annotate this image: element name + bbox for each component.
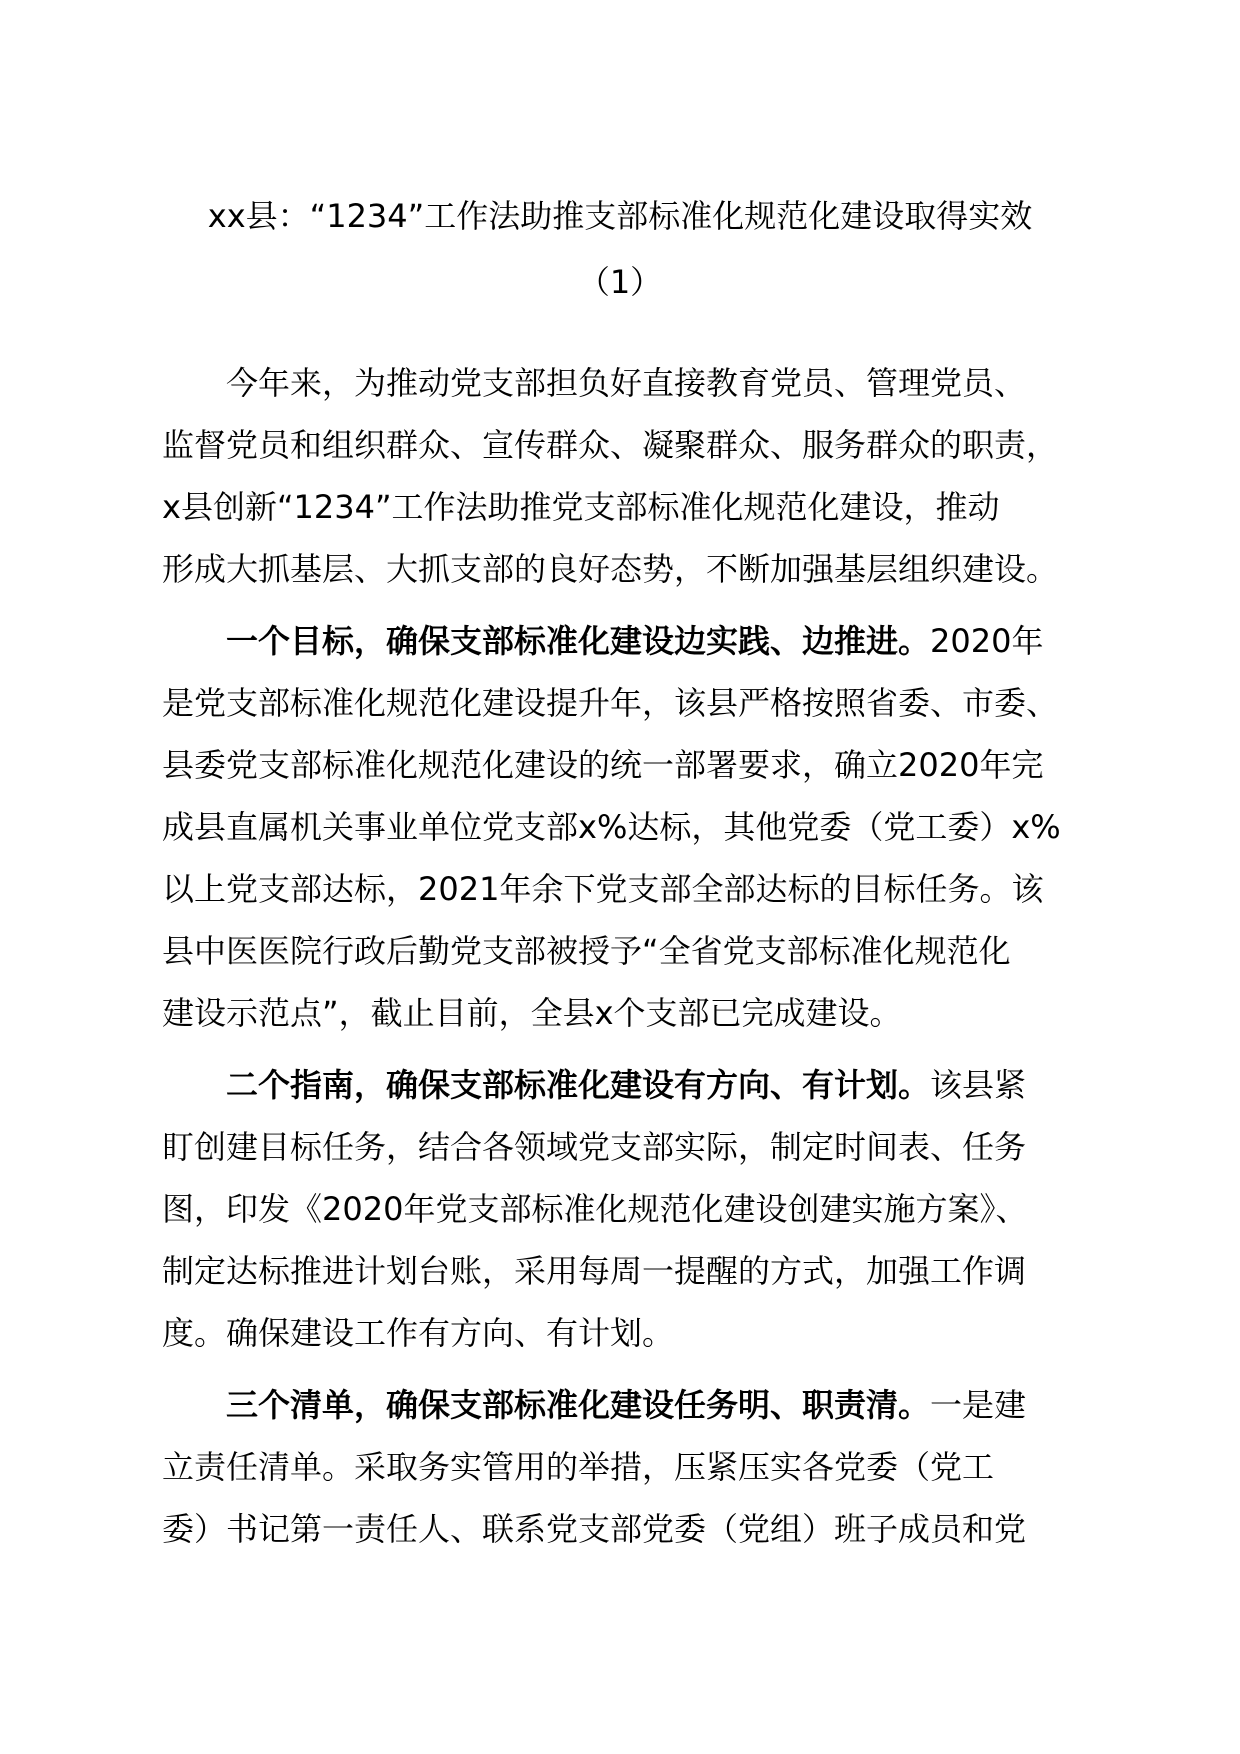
paragraph-two-guides [162,1054,1092,1364]
title-line-1: xx县：“1234”工作法助推支部标准化规范化建设取得实效 [207,197,1033,235]
text-line: 盯创建目标任务，结合各领域党支部实际，制定时间表、任务 [162,1128,1027,1166]
text-line: 建设示范点”，截止目前，全县x个支部已完成建设。 [162,994,902,1032]
paragraph-three-lists [162,1374,1092,1560]
text-line: 制定达标推进计划台账，采用每周一提醒的方式，加强工作调 [162,1252,1027,1290]
text-line: 委）书记第一责任人、联系党支部党委（党组）班子成员和党 [162,1510,1027,1548]
title-line-2: （1） [577,263,663,301]
text-line: 今年来，为推动党支部担负好直接教育党员、管理党员、 [226,364,1027,402]
text-run: 该县紧 [930,1066,1027,1104]
text-run: 2020年 [930,622,1044,660]
text-line: 形成大抓基层、大抓支部的良好态势，不断加强基层组织建设。 [162,550,1059,588]
document-body [162,352,1092,1560]
paragraph-heading: 一个目标，确保支部标准化建设边实践、边推进。 [226,622,931,660]
text-line: 成县直属机关事业单位党支部x%达标，其他党委（党工委）x% [162,808,1061,846]
text-line: 度。确保建设工作有方向、有计划。 [162,1314,675,1352]
text-line [162,610,1092,672]
text-line: 立责任清单。采取务实管用的举措，压紧压实各党委（党工 [162,1448,995,1486]
text-line: 监督党员和组织群众、宣传群众、凝聚群众、服务群众的职责， [162,426,1059,464]
text-line: 是党支部标准化规范化建设提升年，该县严格按照省委、市委、 [162,684,1059,722]
text-run: 一是建 [930,1386,1027,1424]
paragraph-one-goal [162,610,1092,1044]
text-line: 图，印发《2020年党支部标准化规范化建设创建实施方案》、 [162,1190,1028,1228]
text-line: 以上党支部达标，2021年余下党支部全部达标的目标任务。该 [162,870,1044,908]
text-line: x县创新“1234”工作法助推党支部标准化规范化建设，推动 [162,488,1000,526]
paragraph-heading: 二个指南，确保支部标准化建设有方向、有计划。 [226,1066,931,1104]
paragraph-intro [162,352,1092,600]
text-line: 县委党支部标准化规范化建设的统一部署要求，确立2020年完 [162,746,1044,784]
text-line [162,1054,1092,1116]
document-title [150,198,1090,300]
text-line: 县中医医院行政后勤党支部被授予“全省党支部标准化规范化 [162,932,1011,970]
text-line [162,1374,1092,1436]
paragraph-heading: 三个清单，确保支部标准化建设任务明、职责清。 [226,1386,931,1424]
